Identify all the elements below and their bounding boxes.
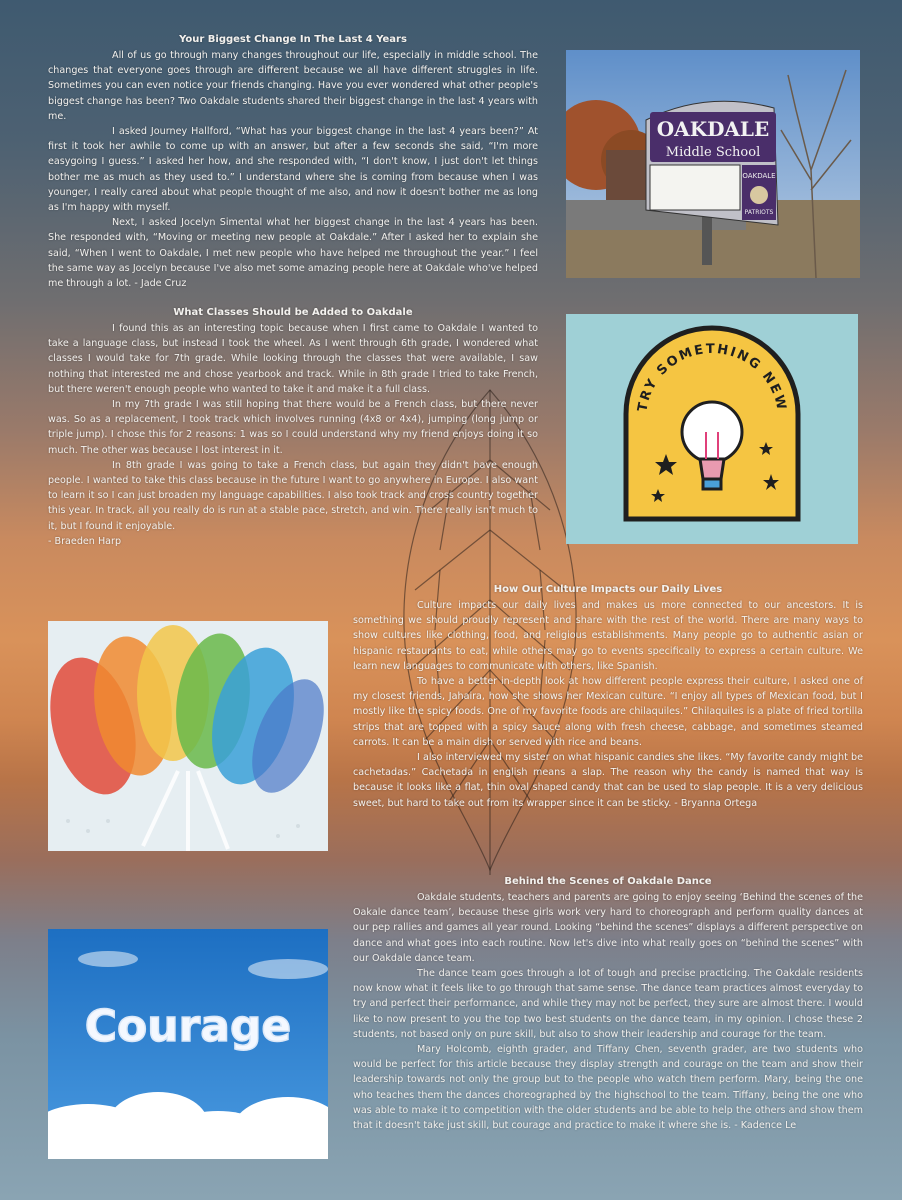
article-title: Your Biggest Change In The Last 4 Years bbox=[179, 34, 407, 45]
sign-side-line1: OAKDALE bbox=[742, 172, 776, 180]
article-paragraph: I also interviewed my sister on what hispanic candies she likes. “My favorite candy might be cachetadas.” Cachetada in english means a slap. The reason why the candy is named that way is because it looks like a flat, thin oval shaped candy that can be used to slap people. It is a very delicious sweet, but hard to take out from its wrapper since it can be sticky. - Bryanna Ortega bbox=[353, 752, 863, 809]
article-title: What Classes Should be Added to Oakdale bbox=[173, 307, 413, 318]
article-paragraph: I found this as an interesting topic because when I first came to Oakdale I wanted to take a language class, but instead I took the wheel. As I went through 6th grade, I wondered what classes I would take for 7th grade. While looking through the classes that were available, I saw nothing that interested me and chose yearbook and track. While in 8th grade I tried to take French, but there weren't enough people who wanted to take it and make it a full class. bbox=[48, 323, 538, 395]
article-culture bbox=[353, 582, 863, 811]
article-classes bbox=[48, 305, 538, 549]
rainbow-candy-photo bbox=[48, 621, 328, 851]
article-author: - Braeden Harp bbox=[48, 535, 122, 547]
article-paragraph: Next, I asked Jocelyn Simental what her biggest change in the last 4 years has been. She responded with, “Moving or meeting new people at Oakdale.” After I asked her to explain she said, “When I went to Oakdale, I met new people who have helped me throughout the year.” I feel the same way as Jocelyn because I've also met some amazing people here at Oakdale who've helped me through a lot. - Jade Cruz bbox=[48, 217, 538, 290]
article-paragraph: To have a better in-depth look at how different people express their culture, I asked one of my closest friends, Jahaira, how she shows her Mexican culture. “I enjoy all types of Mexican food, but I mostly like the spicy foods. One of my favorite foods are chilaquiles.” Chilaquiles is a plate of fried tortilla strips that are topped with a spicy sauce along with fresh cheese, cabbage, and sometimes steamed carrots. It can be a main dish or served with rice and beans. bbox=[353, 676, 863, 748]
article-paragraph: In my 7th grade I was still hoping that there would be a French class, but there never was. So as a replacement, I took track which involves running (4x8 or 4x4), jumping (long jump or triple jump). I chose this for 2 reasons: 1 was so I could understand why my friend enjoys doing it so much. The other was because I lost interest in it. bbox=[48, 399, 538, 456]
sign-subtitle: Middle School bbox=[665, 145, 761, 160]
article-dance bbox=[353, 874, 863, 1133]
article-paragraph: The dance team goes through a lot of tough and precise practicing. The Oakdale residents now know what it feels like to go through that same sense. The dance team practices almost everyday to try and perfect their performance, and while they may not be perfect, they sure are almost there. I would like to now present to you the top two best students on the dance team, in my opinion. I chose these 2 students, not based only on pure skill, but also to show their leadership and courage for the team. bbox=[353, 968, 863, 1040]
courage-clouds-photo bbox=[48, 929, 328, 1159]
article-paragraph: I asked Journey Hallford, “What has your biggest change in the last 4 years been?” At first it took her awhile to come up with an answer, but after a few seconds she said, “I'm more easygoing I guess.” I asked her how, and she responded with, “I don't know, I just don't let things bother me as much as they used to.” I understand where she is coming from because when I was younger, I really cared about what people thought of me also, and now it doesn't bother me as long as I'm happy with myself. bbox=[48, 126, 538, 214]
sign-title: OAKDALE bbox=[656, 117, 770, 141]
article-paragraph: Mary Holcomb, eighth grader, and Tiffany Chen, seventh grader, are two students who would be perfect for this article because they display strength and courage on the team and show their leadership towards not only the group but to the people who watch them perform. Mary, being the one who teaches them the dances choreographed by the highschool to the team. Tiffany, being the one who was able to make it to competition with the older students and be able to help the others and show them that it doesn't take just skill, but courage and practice to make it where she is. - Kadence Le bbox=[353, 1044, 863, 1132]
try-something-new-badge bbox=[566, 314, 858, 544]
article-paragraph: Oakdale students, teachers and parents are going to enjoy seeing ‘Behind the scenes of the Oakale dance team’, because these girls work very hard to choreograph and perform quality dances at our pep rallies and games all year round. Looking “behind the scenes” displays a different perspective on dance and what goes into each routine. Now let's dive into what really goes on “behind the scenes” with our Oakdale dance team. bbox=[353, 892, 863, 964]
article-paragraph: All of us go through many changes throughout our life, especially in middle school. The changes that everyone goes through are different because we all have different struggles in life. Sometimes you can even notice your friends changing. Have you ever wondered what other people's biggest change has been? Two Oakdale students shared their biggest change in the last 4 years with me. bbox=[48, 50, 538, 122]
article-title: How Our Culture Impacts our Daily Lives bbox=[493, 584, 723, 595]
article-paragraph: Culture impacts our daily lives and makes us more connected to our ancestors. It is something we should proudly represent and share with the rest of the world. There are many ways to show cultures like clothing, food, and religious establishments. Many people go to authentic asian or hispanic restaurants to eat, while others may go to events specifically to express a certain culture. We learn new languages to communicate with others, like Spanish. bbox=[353, 600, 863, 672]
courage-word: Courage bbox=[84, 1001, 292, 1052]
school-sign-photo bbox=[566, 50, 860, 278]
article-title: Behind the Scenes of Oakdale Dance bbox=[504, 876, 712, 887]
sign-side-line2: PATRIOTS bbox=[744, 209, 774, 216]
article-paragraph: In 8th grade I was going to take a French class, but again they didn't have enough people. I wanted to take this class because in the future I want to go anywhere in Europe. I also want to learn it so I can just broaden my language capabilities. I also took track and cross country together this year. In track, all you really do is run at a stable pace, stretch, and win. There really isn't much to it, but I found it enjoyable. bbox=[48, 459, 538, 532]
badge-arc-text: TRY SOMETHING NEW bbox=[635, 341, 789, 413]
article-biggest-change bbox=[48, 32, 538, 291]
